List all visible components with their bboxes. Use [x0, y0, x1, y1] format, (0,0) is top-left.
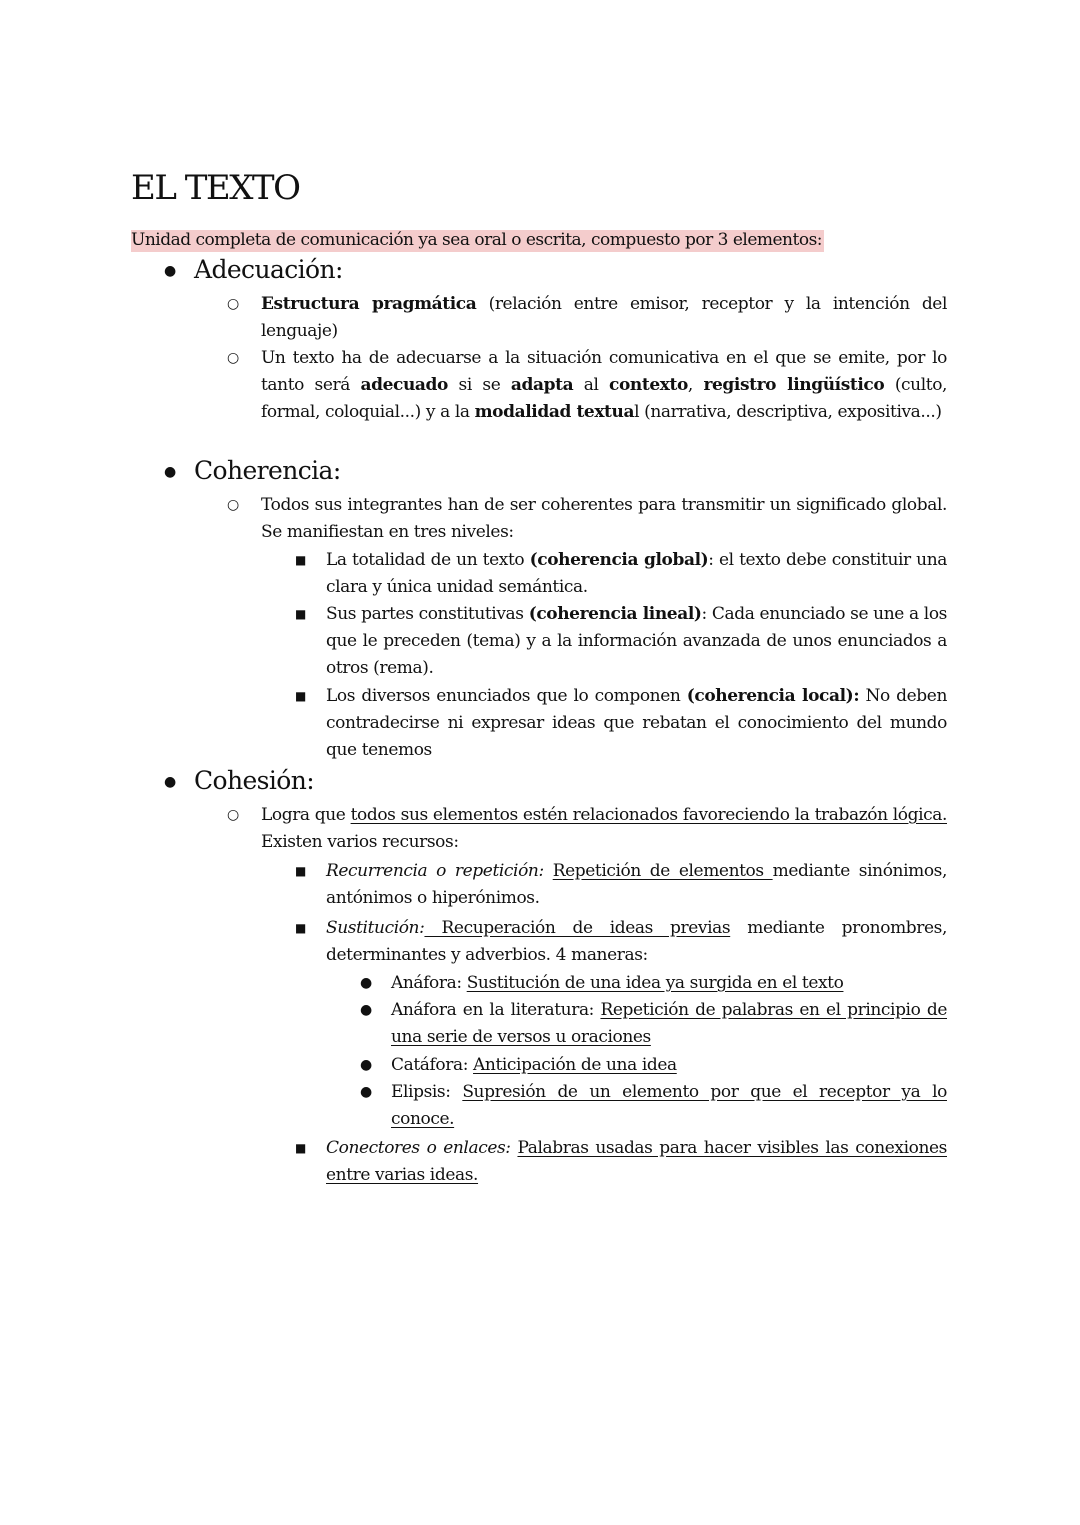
bullet-disc-icon: ●	[164, 263, 177, 279]
underlined-text: Sustitución de una idea ya surgida en el texto	[466, 973, 844, 993]
bold-text: (coherencia global)	[529, 550, 709, 570]
cohesion-sustitucion	[326, 915, 947, 969]
bullet-square-icon: ■	[295, 607, 307, 621]
italic-text: Conectores o enlaces:	[326, 1138, 511, 1158]
bold-text: adapta	[510, 375, 574, 396]
underlined-text: Repetición de palabras en el principio de una serie de versos u oraciones	[391, 1000, 947, 1048]
bullet-square-icon: ■	[295, 864, 307, 878]
text: (culto, formal, coloquial...) y a la	[261, 375, 948, 423]
coherencia-global	[326, 547, 947, 601]
text: al	[573, 375, 610, 396]
underlined-text: Supresión de un elemento por que el receptor ya lo conoce.	[391, 1082, 947, 1130]
underlined-text: todos sus elementos estén relacionados favoreciendo la trabazón lógica.	[350, 805, 947, 825]
bullet-disc-icon: ●	[360, 975, 373, 991]
underlined-text: Anticipación de una idea	[473, 1055, 677, 1075]
underlined-text: Recuperación de ideas previas	[424, 918, 731, 938]
bullet-disc-icon: ●	[360, 1057, 373, 1073]
cohesion-item-logra	[261, 802, 947, 856]
text: : el texto debe constituir una clara y única unidad semántica.	[326, 550, 947, 598]
text: (relación entre emisor, receptor y la intención del lenguaje)	[261, 294, 948, 342]
bullet-disc-icon: ●	[360, 1084, 373, 1100]
bold-text: registro lingüístico	[703, 375, 885, 396]
italic-text: Sustitución:	[326, 918, 425, 938]
underlined-text: Repetición de elementos	[552, 861, 773, 881]
text: Anáfora:	[391, 973, 467, 993]
text: Sus partes constitutivas	[326, 604, 529, 624]
bold-text: (coherencia lineal)	[528, 604, 702, 624]
coherencia-local	[326, 683, 947, 765]
page-title: EL TEXTO	[131, 168, 300, 208]
text	[544, 861, 553, 881]
adecuacion-item-estructura	[261, 291, 947, 345]
bold-text: (coherencia local):	[686, 686, 860, 706]
bullet-disc-icon: ●	[164, 464, 177, 480]
cohesion-anafora-literatura	[391, 997, 947, 1051]
bullet-square-icon: ■	[295, 689, 307, 703]
bullet-square-icon: ■	[295, 553, 307, 567]
bullet-square-icon: ■	[295, 921, 307, 935]
intro-highlight: Unidad completa de comunicación ya sea oral o escrita, compuesto por 3 elementos:	[131, 230, 823, 250]
cohesion-anafora	[391, 970, 947, 997]
text: ,	[687, 375, 704, 396]
cohesion-conectores	[326, 1135, 947, 1189]
text: Un texto ha de adecuarse a la situación comunicativa en el que se emite, por lo tanto será	[261, 348, 947, 396]
bullet-square-icon: ■	[295, 1141, 307, 1155]
coherencia-lineal	[326, 601, 947, 683]
text: Anáfora en la literatura:	[391, 1000, 601, 1020]
bold-text: adecuado	[360, 375, 448, 396]
intro-paragraph	[131, 228, 871, 253]
text: si se	[447, 375, 511, 396]
text: Catáfora:	[391, 1055, 474, 1075]
text: l (narrativa, descriptiva, expositiva...)	[634, 402, 942, 423]
bullet-circle-icon: ○	[227, 350, 240, 366]
text: No deben contradecirse ni expresar ideas que rebatan el conocimiento del mundo que tenemos	[326, 686, 947, 761]
bullet-circle-icon: ○	[227, 296, 240, 312]
text: mediante sinónimos, antónimos o hiperónimos.	[326, 861, 947, 909]
heading-cohesion: Cohesión:	[194, 766, 315, 795]
text: Los diversos enunciados que lo componen	[326, 686, 687, 706]
bold-text: modalidad textua	[474, 402, 635, 423]
text: La totalidad de un texto	[326, 550, 530, 570]
italic-text: Recurrencia o repetición:	[326, 861, 544, 881]
heading-coherencia: Coherencia:	[194, 456, 341, 485]
heading-adecuacion: Adecuación:	[194, 255, 343, 284]
text: Logra que	[261, 805, 351, 825]
coherencia-item-integrantes: Todos sus integrantes han de ser coherentes para transmitir un significado global. Se manifiestan en tres niveles:	[261, 495, 947, 543]
bullet-disc-icon: ●	[164, 774, 177, 790]
text: : Cada enunciado se une a los que le preceden (tema) y a la información avanzada de unos enunciados a otros (rema).	[326, 604, 947, 679]
text: Existen varios recursos:	[261, 832, 459, 853]
bold-text: Estructura pragmática	[261, 294, 477, 314]
cohesion-recurrencia	[326, 858, 947, 912]
cohesion-catafora	[391, 1052, 947, 1079]
bullet-disc-icon: ●	[360, 1002, 373, 1018]
bullet-circle-icon: ○	[227, 807, 240, 823]
cohesion-elipsis	[391, 1079, 947, 1133]
bullet-circle-icon: ○	[227, 497, 240, 513]
bold-text: contexto	[609, 375, 688, 396]
underlined-text: Palabras usadas para hacer visibles las conexiones entre varias ideas.	[326, 1138, 947, 1186]
text: Elipsis:	[391, 1082, 463, 1102]
text: mediante pronombres, determinantes y adverbios. 4 maneras:	[326, 918, 947, 966]
adecuacion-item-situacion	[261, 345, 947, 427]
